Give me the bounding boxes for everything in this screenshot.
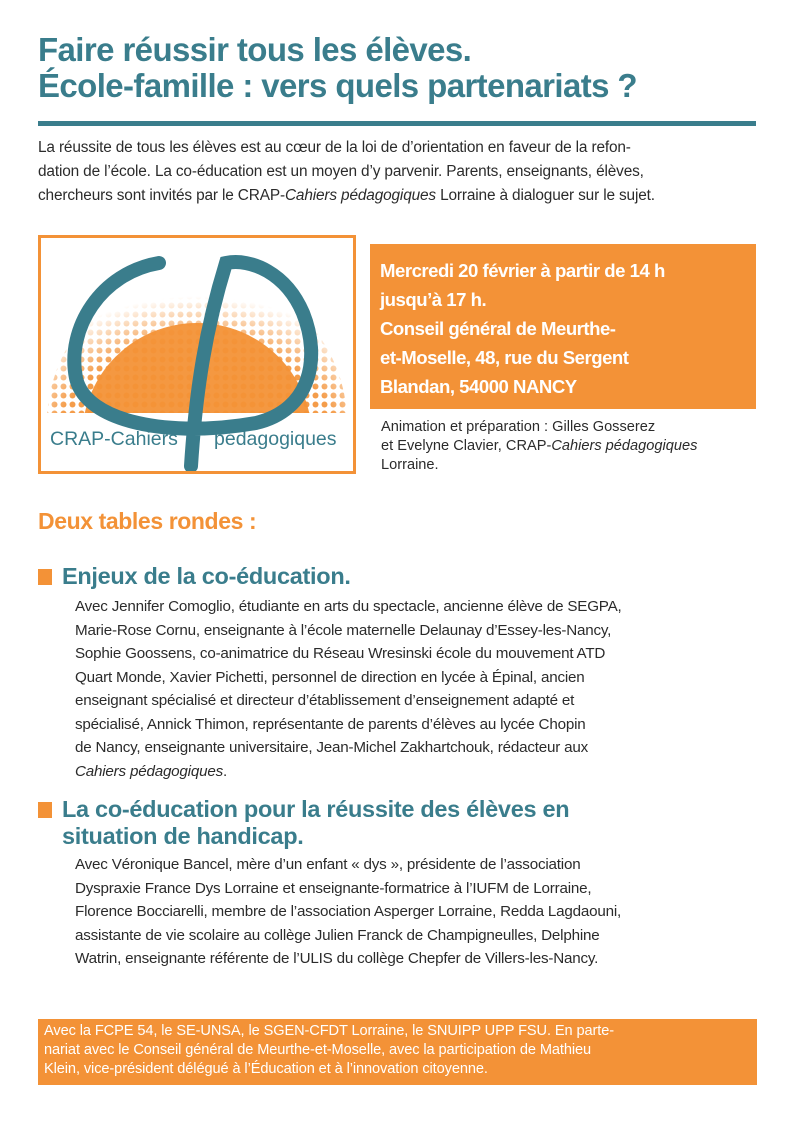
publication-name: Cahiers pédagogiques xyxy=(551,438,698,454)
event-details-box xyxy=(370,244,756,409)
event-line: jusqu’à 17 h. xyxy=(380,289,487,310)
partners-box xyxy=(38,1019,757,1085)
participant-line: Sophie Goossens, co-animatrice du Réseau Wresinski école du mouvement ATD xyxy=(75,645,606,662)
publication-name: Cahiers pédagogiques xyxy=(75,762,223,780)
roundtable-title-line: situation de handicap. xyxy=(62,823,304,849)
intro-paragraph xyxy=(38,136,760,208)
section-title: Deux tables rondes : xyxy=(38,508,257,534)
animation-line: Animation et préparation : Gilles Gosserez xyxy=(381,419,656,435)
roundtable-heading xyxy=(38,796,569,850)
participant-line xyxy=(75,760,765,784)
participant-line: Dyspraxie France Dys Lorraine et enseignante-formatrice à l’IUFM de Lorraine, xyxy=(75,879,592,897)
animation-credits xyxy=(381,418,771,475)
roundtable-title: Enjeux de la co-éducation. xyxy=(62,563,351,589)
participant-line: Watrin, enseignante référente de l’ULIS du collège Chepfer de Villers-les-Nancy. xyxy=(75,950,599,967)
participant-line: Florence Bocciarelli, membre de l’association Asperger Lorraine, Redda Lagdaouni, xyxy=(75,903,622,920)
animation-line xyxy=(381,437,771,456)
square-bullet-icon xyxy=(38,569,52,585)
intro-text: Lorraine à dialoguer sur le sujet. xyxy=(435,187,655,204)
partners-line: nariat avec le Conseil général de Meurthe-et-Moselle, avec la participation de Mathieu xyxy=(44,1042,592,1058)
roundtable-title xyxy=(62,796,569,850)
partners-line: Avec la FCPE 54, le SE-UNSA, le SGEN-CFDT Lorraine, le SNUIPP UPP FSU. En parte- xyxy=(44,1023,615,1039)
roundtable-heading xyxy=(38,563,351,590)
punctuation: . xyxy=(223,762,228,780)
intro-line xyxy=(38,184,760,208)
animation-line: Lorraine. xyxy=(381,457,439,473)
title-divider xyxy=(38,121,756,126)
intro-line: dation de l’école. La co-éducation est un moyen d’y parvenir. Parents, enseignants, élèves, xyxy=(38,163,644,180)
title-line-1: Faire réussir tous les élèves. xyxy=(38,31,472,68)
intro-line: La réussite de tous les élèves est au cœur de la loi de d’orientation en faveur de la refon- xyxy=(38,139,631,156)
event-line: et-Moselle, 48, rue du Sergent xyxy=(380,347,629,368)
publication-name: Cahiers pédagogiques xyxy=(284,187,436,204)
intro-text: chercheurs sont invités par le CRAP- xyxy=(38,187,285,204)
participant-line: Avec Véronique Bancel, mère d’un enfant « dys », présidente de l’association xyxy=(75,856,581,873)
participant-line: de Nancy, enseignante universitaire, Jean-Michel Zakhartchouk, rédacteur aux xyxy=(75,739,588,756)
title-line-2: École-famille : vers quels partenariats ? xyxy=(38,67,637,104)
participant-line: Quart Monde, Xavier Pichetti, personnel de direction en lycée à Épinal, ancien xyxy=(75,668,585,686)
participant-line: Avec Jennifer Comoglio, étudiante en arts du spectacle, ancienne élève de SEGPA, xyxy=(75,598,622,615)
event-line: Mercredi 20 février à partir de 14 h xyxy=(380,260,665,281)
event-line: Blandan, 54000 NANCY xyxy=(380,376,577,397)
participant-line: enseignant spécialisé et directeur d’établissement d’enseignement adapté et xyxy=(75,692,575,709)
logo-text-left: CRAP-Cahiers xyxy=(50,428,178,450)
event-line: Conseil général de Meurthe- xyxy=(380,318,616,339)
roundtable-title-line: La co-éducation pour la réussite des élèves en xyxy=(62,796,570,822)
logo-text-right: pédagogiques xyxy=(214,428,337,450)
partners-line: Klein, vice-président délégué à l’Éducation et à l’innovation citoyenne. xyxy=(44,1061,488,1077)
square-bullet-icon xyxy=(38,802,52,818)
roundtable-participants xyxy=(75,595,765,783)
page-title xyxy=(38,32,758,104)
animation-text: et Evelyne Clavier, CRAP- xyxy=(381,438,552,454)
roundtable-participants xyxy=(75,853,765,971)
crap-logo xyxy=(38,235,356,474)
participant-line: spécialisé, Annick Thimon, représentante de parents d’élèves au lycée Chopin xyxy=(75,715,586,733)
participant-line: Marie-Rose Cornu, enseignante à l’école maternelle Delaunay d’Essey-les-Nancy, xyxy=(75,621,612,639)
participant-line: assistante de vie scolaire au collège Julien Franck de Champigneulles, Delphine xyxy=(75,926,600,944)
